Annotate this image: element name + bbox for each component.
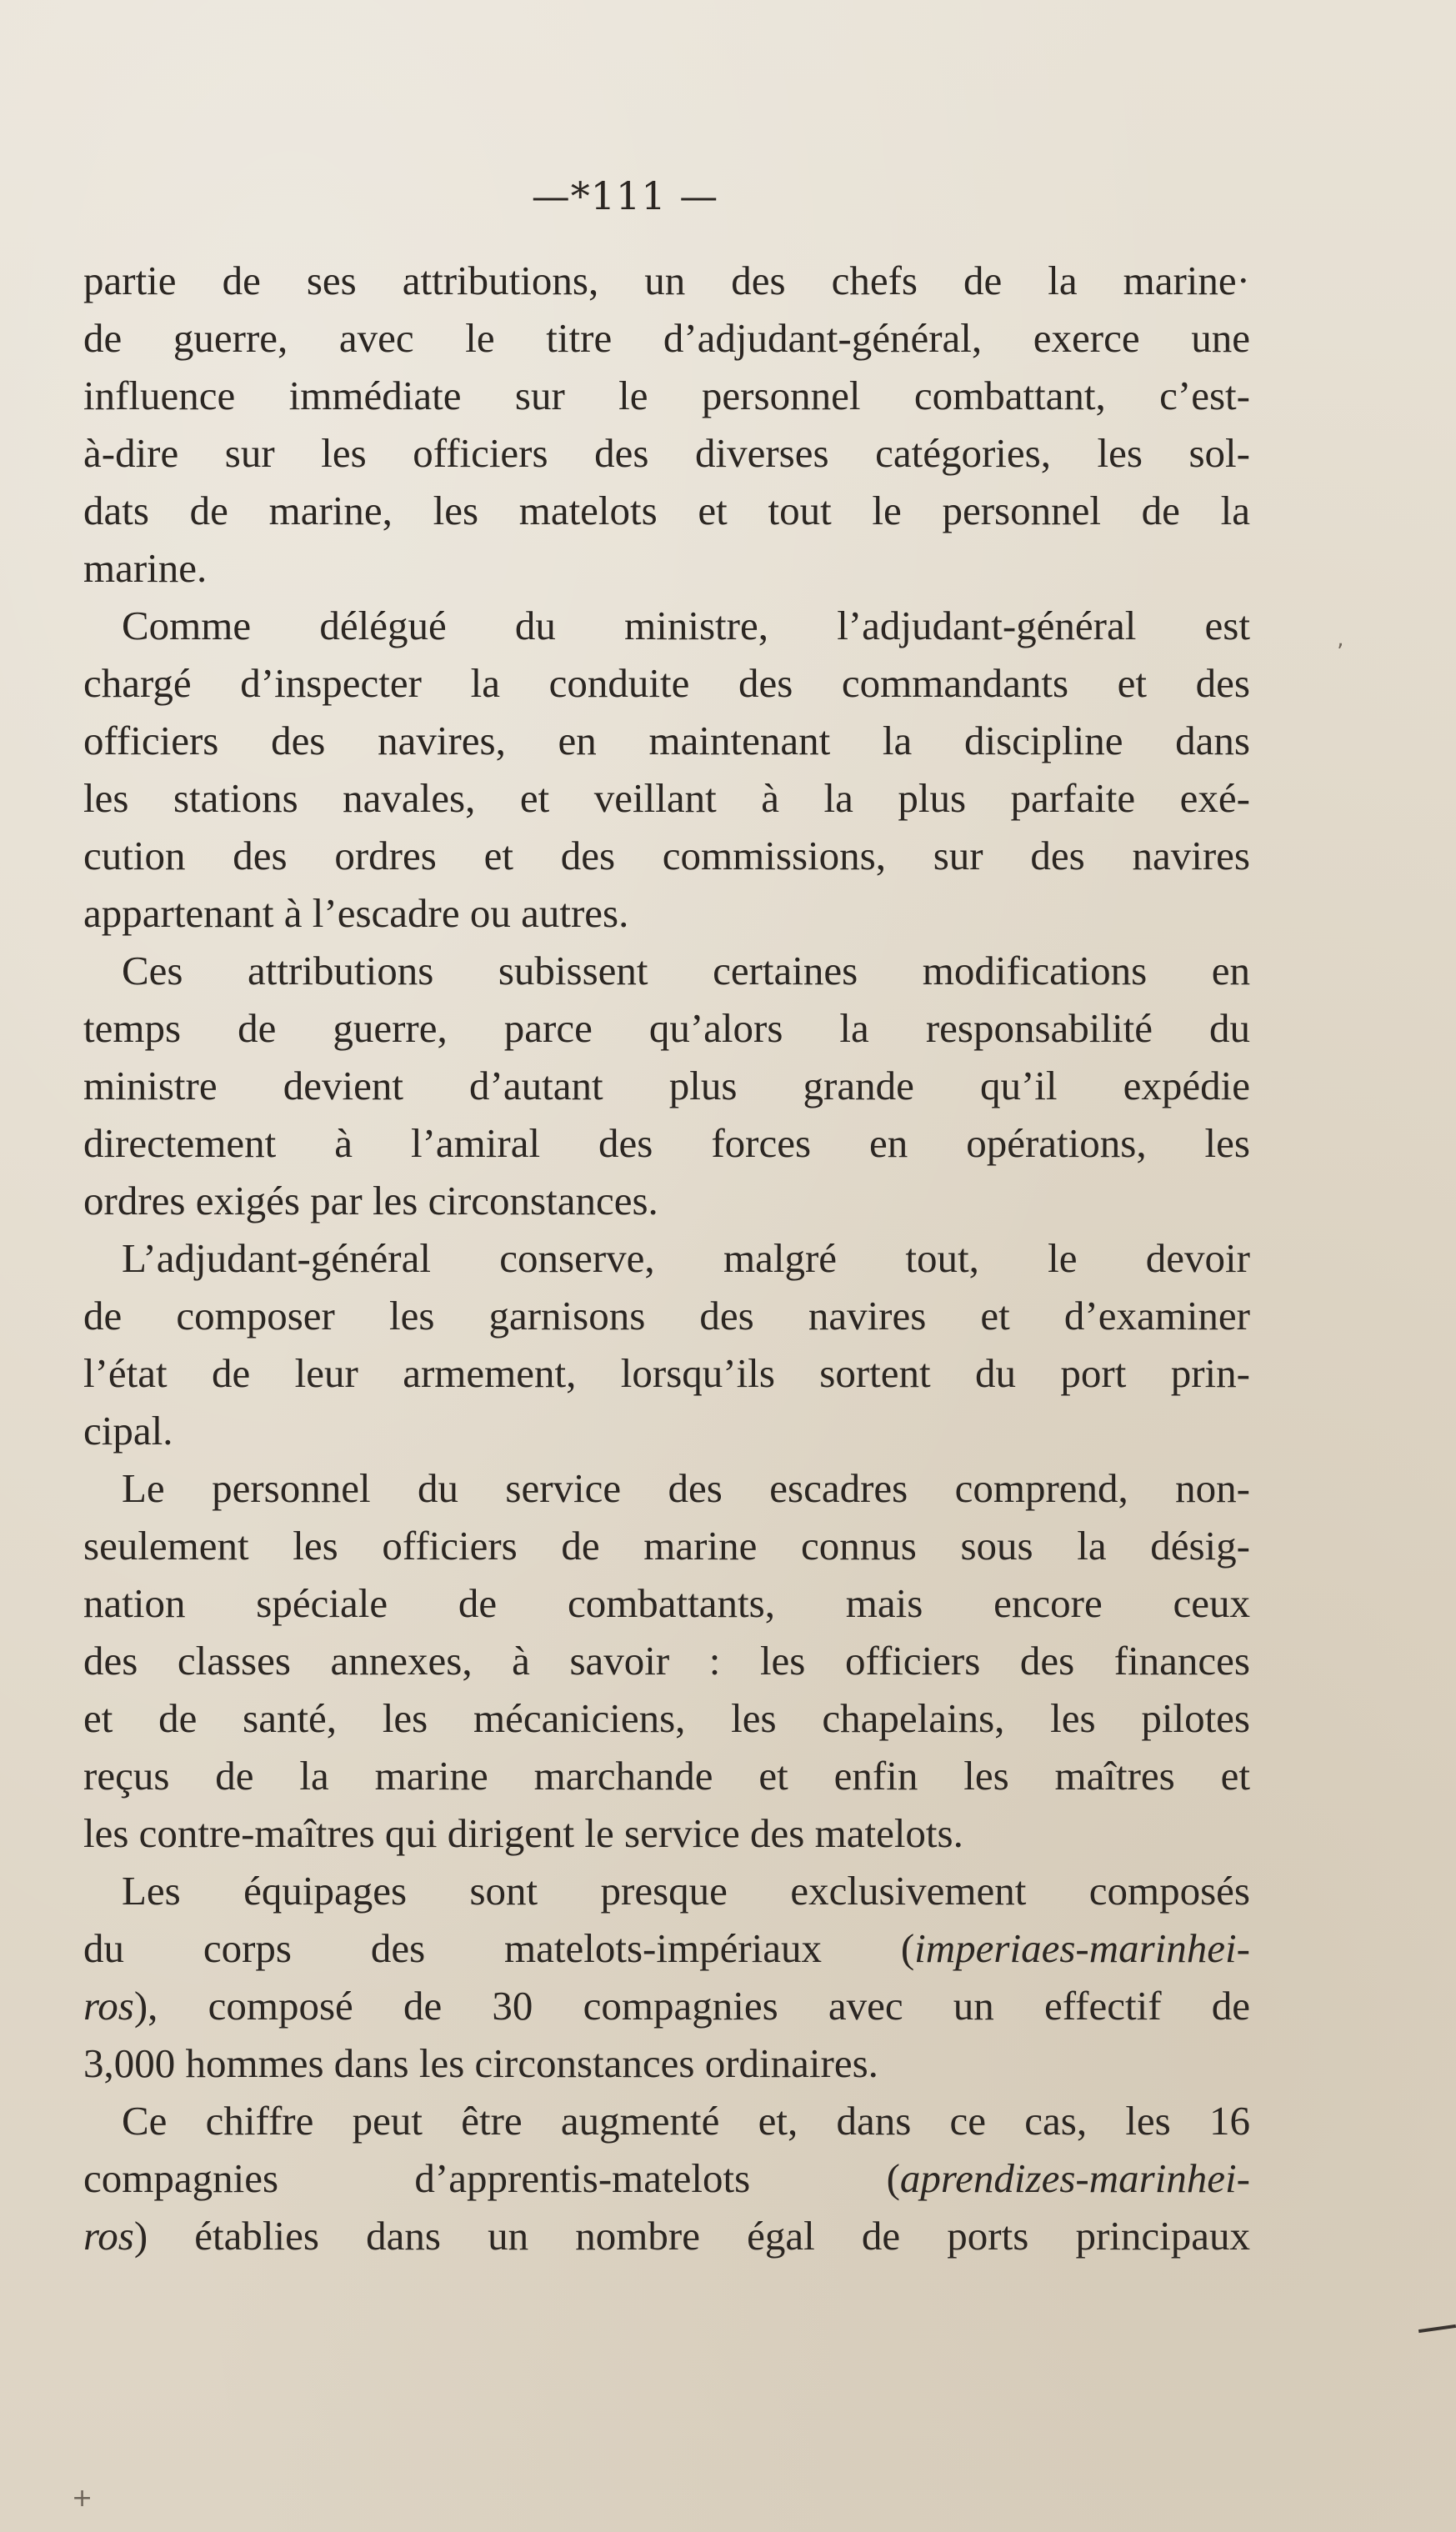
italic-term: aprendizes-marinhei- xyxy=(899,2155,1250,2201)
text-line: dats de marine, les matelots et tout le personnel de la xyxy=(83,488,1250,533)
text-line: ministre devient d’autant plus grande qu’il expédie xyxy=(83,1063,1250,1108)
text-line: seulement les officiers de marine connus sous la désig- xyxy=(83,1523,1250,1569)
text-line: les contre-maîtres qui dirigent le service des matelots. xyxy=(83,1810,963,1856)
text-line: l’état de leur armement, lorsqu’ils sortent du port prin- xyxy=(83,1350,1250,1396)
italic-term: imperiaes-marinhei- xyxy=(914,1925,1250,1971)
text-line: cipal. xyxy=(83,1408,173,1454)
text-line: ordres exigés par les circonstances. xyxy=(83,1178,658,1223)
italic-term: ros xyxy=(83,1983,134,2029)
bottom-cross-mark: + xyxy=(72,2484,93,2513)
text-line: les stations navales, et veillant à la plus parfaite exé- xyxy=(83,775,1250,821)
text-line-mixed xyxy=(83,1919,1250,1977)
text-line: et de santé, les mécaniciens, les chapelains, les pilotes xyxy=(83,1695,1250,1741)
text-run: du corps des matelots-impériaux ( xyxy=(83,1925,915,1971)
paragraph-first-line: Ce chiffre peut être augmenté et, dans ce cas, les 16 xyxy=(122,2098,1250,2144)
text-line: appartenant à l’escadre ou autres. xyxy=(83,890,629,936)
text-line: nation spéciale de combattants, mais encore ceux xyxy=(83,1580,1250,1626)
edge-ink-stroke xyxy=(1418,2324,1456,2333)
text-line-mixed xyxy=(83,1977,1250,2034)
italic-term: ros xyxy=(83,2213,134,2259)
body-text xyxy=(83,252,1250,2264)
text-line-mixed xyxy=(83,2149,1250,2207)
text-line: des classes annexes, à savoir : les officiers des finances xyxy=(83,1638,1250,1684)
paragraph-first-line: Les équipages sont presque exclusivement composés xyxy=(122,1868,1250,1914)
page-number: —*111 — xyxy=(531,173,719,218)
text-line: influence immédiate sur le personnel combattant, c’est- xyxy=(83,373,1250,418)
text-run: ) établies dans un nombre égal de ports principaux xyxy=(133,2213,1250,2259)
text-line: temps de guerre, parce qu’alors la responsabilité du xyxy=(83,1005,1250,1051)
text-line: cution des ordres et des commissions, sur des navires xyxy=(83,833,1250,878)
text-run: ), composé de 30 compagnies avec un effectif de xyxy=(133,1983,1250,2029)
text-line: chargé d’inspecter la conduite des commandants et des xyxy=(83,660,1250,706)
text-line: officiers des navires, en maintenant la discipline dans xyxy=(83,718,1250,763)
text-line: marine. xyxy=(83,545,208,591)
text-line: reçus de la marine marchande et enfin les maîtres et xyxy=(83,1753,1250,1799)
text-line: de guerre, avec le titre d’adjudant-général, exerce une xyxy=(83,315,1250,361)
stray-ink-mark: ‚ xyxy=(1337,627,1344,652)
text-line-mixed xyxy=(83,2207,1250,2264)
paragraph-first-line: Ces attributions subissent certaines modifications en xyxy=(122,948,1250,993)
text-line: 3,000 hommes dans les circonstances ordinaires. xyxy=(83,2040,878,2086)
text-line: partie de ses attributions, un des chefs de la marine· xyxy=(83,258,1250,303)
text-line: directement à l’amiral des forces en opérations, les xyxy=(83,1120,1250,1166)
paragraph-first-line: Le personnel du service des escadres comprend, non- xyxy=(122,1465,1250,1511)
text-line: de composer les garnisons des navires et d’examiner xyxy=(83,1293,1250,1339)
text-line: à-dire sur les officiers des diverses catégories, les sol- xyxy=(83,430,1250,476)
paragraph-first-line: L’adjudant-général conserve, malgré tout, le devoir xyxy=(122,1235,1250,1281)
text-run: compagnies d’apprentis-matelots ( xyxy=(83,2155,900,2201)
paragraph-first-line: Comme délégué du ministre, l’adjudant-général est xyxy=(122,603,1250,648)
